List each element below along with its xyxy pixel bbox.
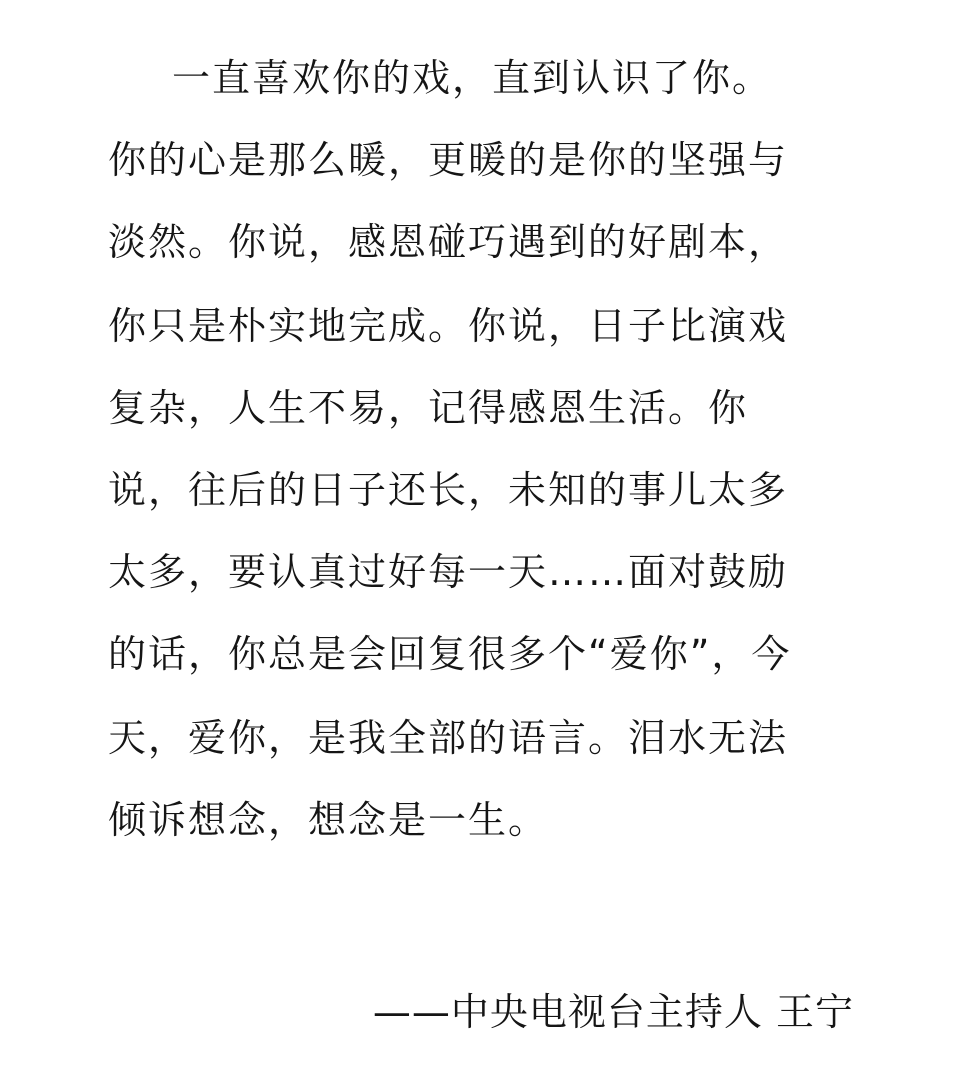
paragraph-line-1: 一直喜欢你的戏，直到认识了你。 [172, 56, 773, 100]
paragraph-line-5: 复杂，人生不易，记得感恩生活。你 [108, 386, 749, 430]
paragraph-line-6: 说，往后的日子还长，未知的事儿太多 [108, 468, 789, 512]
author-signature: ——中央电视台主持人 王宁 [372, 990, 854, 1034]
paragraph-line-9: 天，爱你，是我全部的语言。泪水无法 [108, 716, 789, 760]
paragraph-line-8: 的话，你总是会回复很多个“爱你”，今 [108, 632, 792, 676]
paragraph-line-3: 淡然。你说，感恩碰巧遇到的好剧本， [108, 220, 789, 264]
paragraph-line-10: 倾诉想念，想念是一生。 [108, 798, 549, 842]
paragraph-line-4: 你只是朴实地完成。你说，日子比演戏 [108, 304, 789, 348]
paragraph-line-7: 太多，要认真过好每一天……面对鼓励 [108, 550, 789, 594]
paragraph-line-2: 你的心是那么暖，更暖的是你的坚强与 [108, 138, 789, 182]
